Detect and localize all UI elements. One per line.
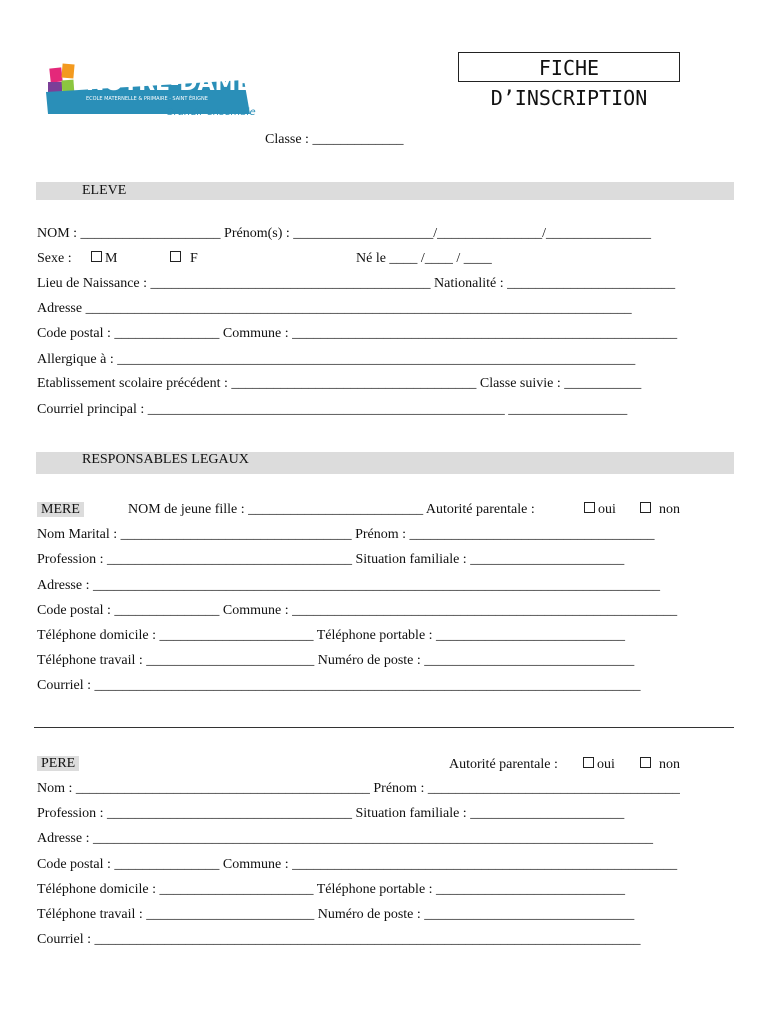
checkbox-icon — [584, 502, 595, 513]
mere-code-postal-field[interactable]: Code postal : _______________ Commune : _______________________________________________________ — [37, 603, 678, 618]
pere-tag — [43, 756, 79, 772]
checkbox-label: non — [659, 502, 680, 517]
pere-autorite-label: Autorité parentale : — [449, 757, 558, 772]
section-title: ELEVE — [82, 183, 127, 198]
pere-autorite-oui-checkbox[interactable] — [583, 757, 615, 773]
sexe-f-checkbox[interactable] — [170, 251, 198, 267]
pere-telephone-field[interactable]: Téléphone domicile : ______________________ Téléphone portable : ___________________________ — [37, 882, 626, 897]
section-title: RESPONSABLES LEGAUX — [82, 452, 249, 467]
checkbox-label: F — [190, 251, 198, 266]
sexe-m-checkbox[interactable] — [91, 251, 117, 267]
mere-telephone-field[interactable]: Téléphone domicile : ______________________ Téléphone portable : ___________________________ — [37, 628, 626, 643]
mere-courriel-field[interactable]: Courriel : ______________________________________________________________________________ — [37, 678, 641, 693]
eleve-sexe-label: Sexe : — [37, 251, 72, 266]
checkbox-label: oui — [597, 757, 615, 772]
checkbox-label: M — [105, 251, 118, 266]
divider — [34, 727, 734, 728]
code-postal-commune-field[interactable]: Code postal : _______________ Commune : _______________________________________________________ — [37, 326, 678, 341]
pere-nom-prenom-field[interactable]: Nom : __________________________________________ Prénom : ____________________________________ — [37, 781, 680, 796]
mere-tag — [43, 502, 84, 518]
form-title: FICHE D’INSCRIPTION — [458, 52, 680, 82]
checkbox-icon — [91, 251, 102, 262]
checkbox-icon — [170, 251, 181, 262]
logo-tagline: Grandir ensemble — [166, 107, 256, 118]
mere-nom-marital-field[interactable]: Nom Marital : _________________________________ Prénom : ___________________________________ — [37, 527, 655, 542]
mere-adresse-field[interactable]: Adresse : _________________________________________________________________________________ — [37, 578, 660, 593]
checkbox-icon — [640, 502, 651, 513]
checkbox-label: oui — [598, 502, 616, 517]
checkbox-icon — [640, 757, 651, 768]
eleve-nom-prenom-field[interactable]: NOM : ____________________ Prénom(s) : ____________________/_______________/_______________ — [37, 226, 652, 241]
checkbox-icon — [583, 757, 594, 768]
nom-jeune-fille-field[interactable]: NOM de jeune fille : _________________________ Autorité parentale : — [128, 502, 535, 517]
logo-text: NOTRE-DAME — [86, 71, 252, 96]
logo-subtitle: ECOLE MATERNELLE & PRIMAIRE · SAINT ÉRIGNE — [86, 96, 208, 102]
section-eleve — [36, 182, 734, 200]
classe-field[interactable]: Classe : _____________ — [265, 132, 404, 147]
section-responsables — [36, 452, 734, 474]
pere-telephone-travail-field[interactable]: Téléphone travail : ________________________ Numéro de poste : ______________________________ — [37, 907, 635, 922]
mere-autorite-oui-checkbox[interactable] — [584, 502, 616, 518]
pere-code-postal-field[interactable]: Code postal : _______________ Commune : _______________________________________________________ — [37, 857, 678, 872]
school-logo — [44, 62, 254, 126]
mere-profession-field[interactable]: Profession : ___________________________________ Situation familiale : ______________________ — [37, 552, 625, 567]
mere-autorite-non-checkbox[interactable] — [640, 502, 680, 518]
courriel-principal-field[interactable]: Courriel principal : ___________________________________________________ _________________ — [37, 402, 628, 417]
date-naissance-field[interactable]: Né le ____ /____ / ____ — [356, 251, 492, 266]
allergique-field[interactable]: Allergique à : __________________________________________________________________________ — [37, 352, 636, 367]
mere-label: MERE — [37, 502, 84, 517]
pere-label: PERE — [37, 756, 79, 771]
pere-courriel-field[interactable]: Courriel : ______________________________________________________________________________ — [37, 932, 641, 947]
pere-profession-field[interactable]: Profession : ___________________________________ Situation familiale : ______________________ — [37, 806, 625, 821]
pere-autorite-non-checkbox[interactable] — [640, 757, 680, 773]
adresse-field[interactable]: Adresse ______________________________________________________________________________ — [37, 301, 632, 316]
mere-telephone-travail-field[interactable]: Téléphone travail : ________________________ Numéro de poste : ______________________________ — [37, 653, 635, 668]
checkbox-label: non — [659, 757, 680, 772]
etablissement-field[interactable]: Etablissement scolaire précédent : ___________________________________ Classe suivie : ___________ — [37, 376, 642, 391]
lieu-nationalite-field[interactable]: Lieu de Naissance : ________________________________________ Nationalité : ________________________ — [37, 276, 676, 291]
pere-adresse-field[interactable]: Adresse : ________________________________________________________________________________ — [37, 831, 653, 846]
